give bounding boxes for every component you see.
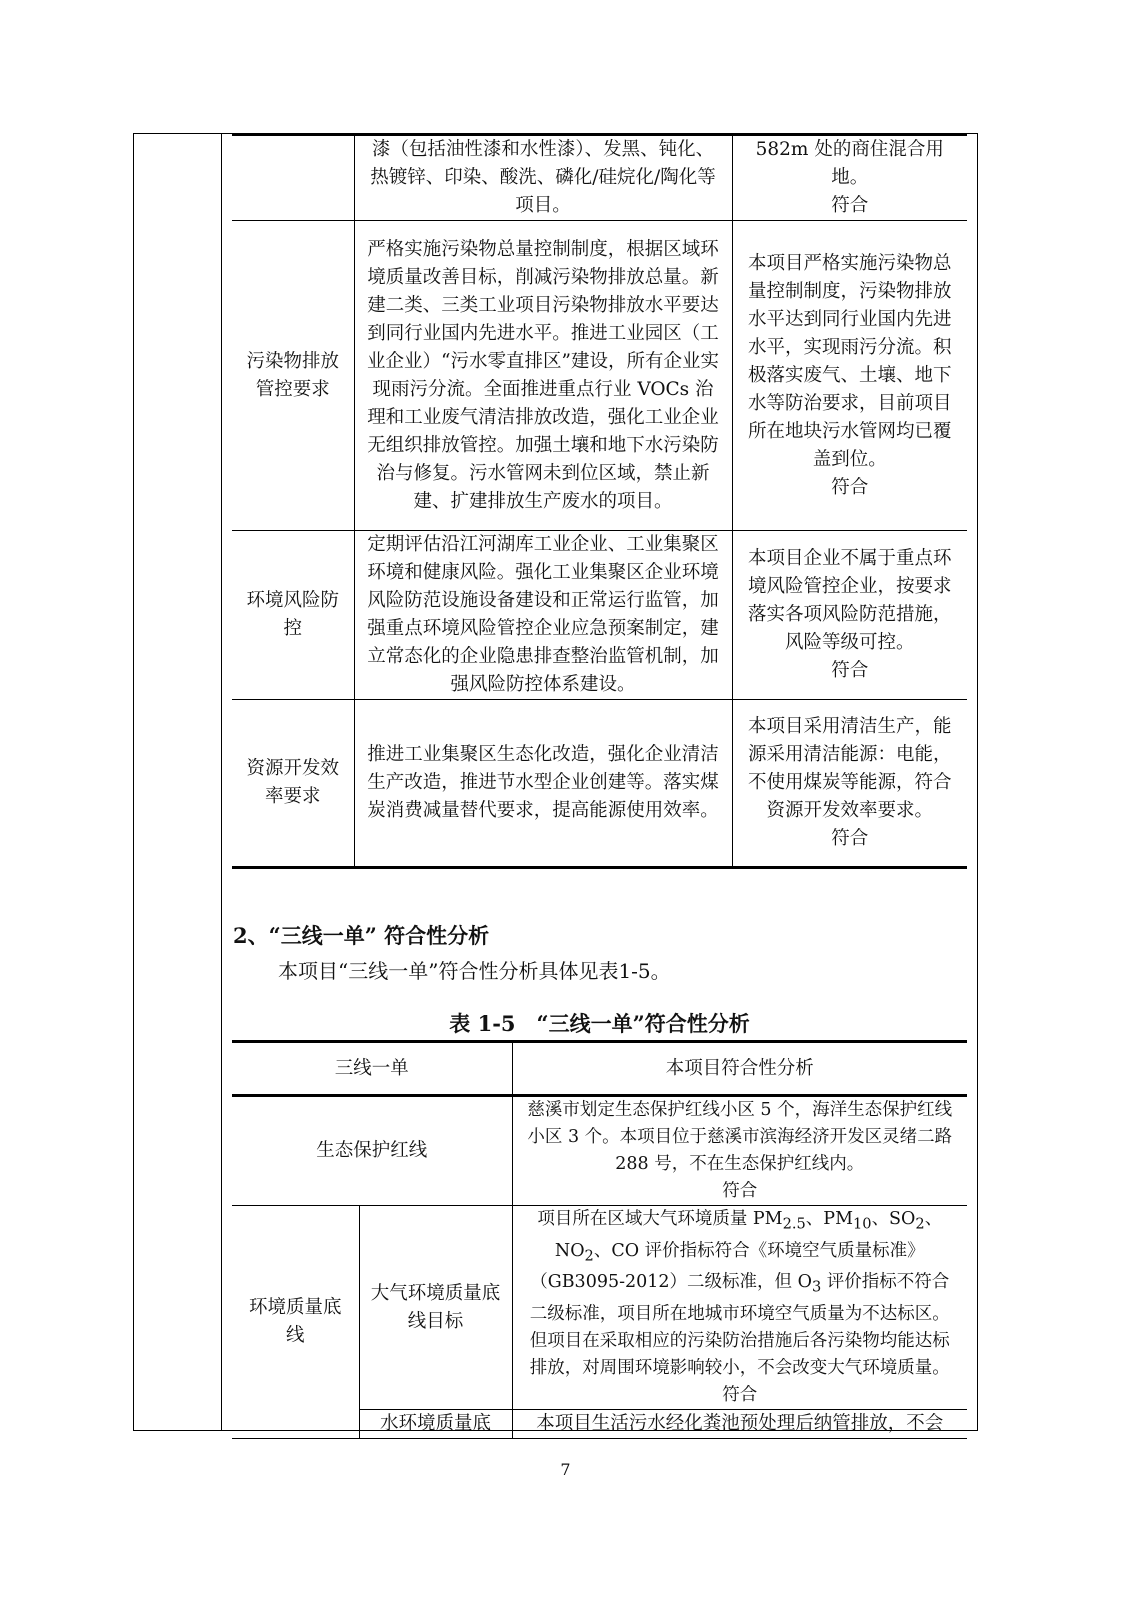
table-row — [232, 1096, 967, 1206]
verdict-text: 符合 — [831, 828, 869, 849]
requirement-text: 漆（包括油性漆和水性漆）、发黑、钝化、热镀锌、印染、酸洗、磷化/硅烷化/陶化等项目。 — [354, 135, 732, 221]
table-row — [232, 135, 967, 221]
water-quality-text: 本项目生活污水经化粪池预处理后纳管排放，不会 — [512, 1410, 967, 1439]
row-label: 环境风险防控 — [232, 531, 354, 700]
analysis-cell — [732, 221, 967, 531]
verdict-text: 符合 — [722, 1181, 758, 1201]
table-caption: 表 1-5 “三线一单”符合性分析 — [449, 1011, 750, 1036]
water-quality-label: 水环境质量底 — [359, 1410, 512, 1439]
table-header-row — [232, 1042, 967, 1096]
frame-divider-left — [221, 134, 222, 1430]
env-quality-label: 环境质量底线 — [232, 1206, 359, 1439]
air-quality-cell — [512, 1206, 967, 1410]
requirement-text: 定期评估沿江河湖库工业企业、工业集聚区环境和健康风险。强化工业集聚区企业环境风险防范设施设备建设和正常运行监管，加强重点环境风险管控企业应急预案制定，建立常态化的企业隐患排查整治监管机制，加强风险防控体系建设。 — [354, 531, 732, 700]
row-label: 资源开发效率要求 — [232, 700, 354, 868]
analysis-cell — [732, 700, 967, 868]
verdict-text: 符合 — [831, 476, 869, 498]
eco-redline-label: 生态保护红线 — [232, 1096, 512, 1206]
requirement-text: 严格实施污染物总量控制制度，根据区域环境质量改善目标，削减污染物排放总量。新建二类、三类工业项目污染物排放水平要达到同行业国内先进水平。推进工业园区（工业企业）“污水零直排区”建设，所有企业实现雨污分流。全面推进重点行业 VOCs 治理和工业废气清洁排放改造，强化工业企业无组织排放管控。加强土壤和地下水污染防治与修复。污水管网未到位区域，禁止新建、扩建排放生产废水的项目。 — [354, 221, 732, 531]
analysis-cell — [732, 531, 967, 700]
analysis-text: 582m 处的商住混合用地。 — [755, 139, 944, 188]
table-row — [232, 700, 967, 868]
table-row — [232, 1206, 967, 1410]
air-quality-text: 项目所在区域大气环境质量 $PM_{2.5}$、$PM_{10}$、$SO_2$、$NO_2$、CO 评价指标符合《环境空气质量标准》（GB3095-2012）二级标准，但 $O_3$ 评价指标不符合二级标准，项目所在地城市环境空气质量为不达标区。但项目在采取相应的污染防治措施后各污染物均能达标排放，对周围环境影响较小，不会改变大气环境质量。 — [529, 1209, 950, 1378]
section-paragraph: 本项目“三线一单”符合性分析具体见表1-5。 — [278, 959, 671, 983]
analysis-text: 本项目严格实施污染物总量控制制度，污染物排放水平达到同行业国内先进水平，实现雨污分流。积极落实废气、土壤、地下水等防治要求，目前项目所在地块污水管网均已覆盖到位。 — [747, 252, 952, 470]
eco-redline-text: 慈溪市划定生态保护红线小区 5 个，海洋生态保护红线小区 3 个。本项目位于慈溪市滨海经济开发区灵绪二路 288 号，不在生态保护红线内。 — [527, 1100, 953, 1174]
page-number: 7 — [560, 1460, 571, 1479]
table-row — [232, 531, 967, 700]
requirements-table — [232, 133, 967, 869]
verdict-text: 符合 — [831, 660, 869, 681]
verdict-text: 符合 — [722, 1384, 758, 1405]
analysis-text: 本项目采用清洁生产，能源采用清洁能源：电能，不使用煤炭等能源，符合资源开发效率要求。 — [747, 716, 952, 821]
row-label: 污染物排放管控要求 — [232, 221, 354, 531]
three-lines-table — [232, 1040, 967, 1439]
analysis-cell — [732, 135, 967, 221]
eco-redline-cell — [512, 1096, 967, 1206]
analysis-text: 本项目企业不属于重点环境风险管控企业，按要求落实各项风险防范措施，风险等级可控。 — [747, 548, 952, 653]
requirement-text: 推进工业集聚区生态化改造，强化企业清洁生产改造，推进节水型企业创建等。落实煤炭消费减量替代要求，提高能源使用效率。 — [354, 700, 732, 868]
header-col-2: 本项目符合性分析 — [512, 1042, 967, 1096]
row-label — [232, 135, 354, 221]
header-col-1: 三线一单 — [232, 1042, 512, 1096]
table-row — [232, 221, 967, 531]
verdict-text: 符合 — [831, 195, 869, 216]
air-quality-label: 大气环境质量底线目标 — [359, 1206, 512, 1410]
section-title: 2、“三线一单” 符合性分析 — [233, 923, 490, 948]
